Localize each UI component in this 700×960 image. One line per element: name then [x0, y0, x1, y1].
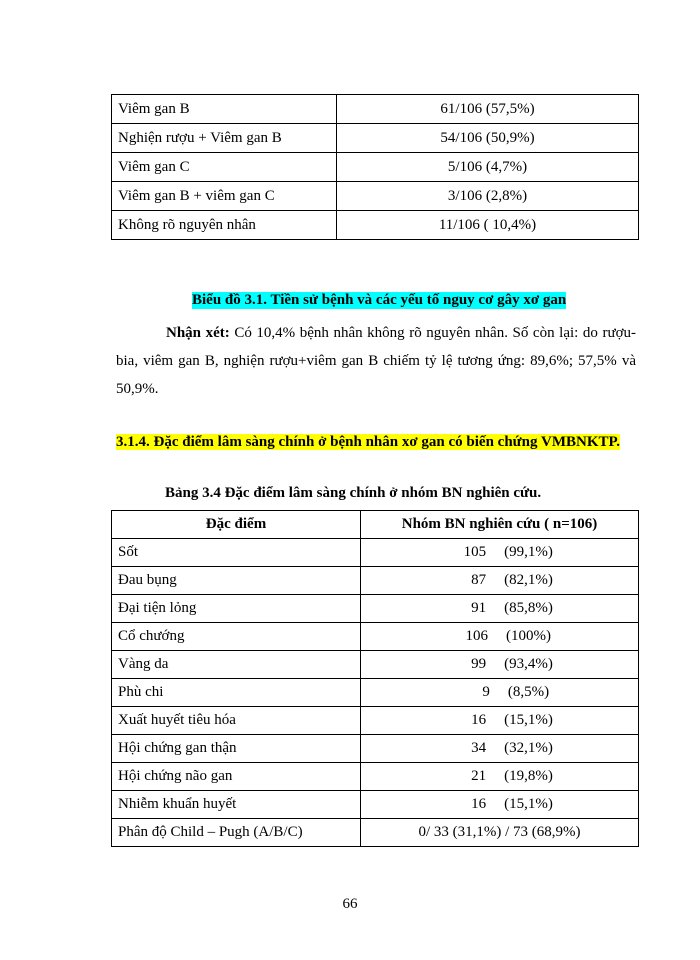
feature-count: 91 [471, 600, 487, 616]
feature-label: Hội chứng não gan [112, 763, 361, 791]
feature-count: 16 [471, 712, 487, 728]
row-value: 61/106 (57,5%) [337, 95, 639, 124]
row-value: 5/106 (4,7%) [337, 153, 639, 182]
feature-percent: (15,1%) [504, 796, 553, 812]
row-label: Không rõ nguyên nhân [112, 211, 337, 240]
feature-count: 106 [465, 628, 488, 644]
header-group: Nhóm BN nghiên cứu ( n=106) [361, 511, 639, 539]
table-row [112, 211, 639, 240]
table-caption: Bảng 3.4 Đặc điểm lâm sàng chính ở nhóm BN nghiên cứu. [165, 485, 542, 501]
table-row [112, 707, 639, 735]
table-row [112, 95, 639, 124]
header-feature: Đặc điểm [112, 511, 361, 539]
chart-caption: Biểu đồ 3.1. Tiền sử bệnh và các yếu tố nguy cơ gây xơ gan [192, 292, 567, 308]
table-header-row [112, 511, 639, 539]
feature-count: 87 [471, 572, 487, 588]
feature-value [361, 679, 639, 707]
feature-percent: (93,4%) [504, 656, 553, 672]
feature-percent: (82,1%) [504, 572, 553, 588]
table-row [112, 124, 639, 153]
table-row [112, 651, 639, 679]
feature-value: 0/ 33 (31,1%) / 73 (68,9%) [361, 819, 639, 847]
feature-percent: (85,8%) [504, 600, 553, 616]
section-heading-text: 3.1.4. Đặc điểm lâm sàng chính ở bệnh nhân xơ gan có biến chứng VMBNKTP. [116, 434, 621, 450]
feature-count: 105 [463, 544, 487, 560]
table-row [112, 791, 639, 819]
remark-label: Nhận xét: [166, 325, 230, 341]
feature-value [361, 791, 639, 819]
feature-value [361, 595, 639, 623]
feature-label: Đại tiện lỏng [112, 595, 361, 623]
row-label: Viêm gan B [112, 95, 337, 124]
feature-value [361, 623, 639, 651]
feature-count: 16 [471, 796, 487, 812]
feature-count: 9 [482, 684, 490, 700]
feature-count: 21 [471, 768, 487, 784]
feature-value [361, 707, 639, 735]
row-value: 3/106 (2,8%) [337, 182, 639, 211]
table-row [112, 763, 639, 791]
table-row [112, 182, 639, 211]
clinical-features-table [111, 510, 639, 847]
feature-percent: (19,8%) [504, 768, 553, 784]
feature-label: Phù chi [112, 679, 361, 707]
section-heading [116, 428, 636, 456]
feature-percent: (32,1%) [504, 740, 553, 756]
feature-percent: (100%) [506, 628, 551, 644]
feature-percent: (99,1%) [504, 544, 553, 560]
table-row [112, 153, 639, 182]
table-row [112, 735, 639, 763]
feature-value [361, 539, 639, 567]
child-pugh-row [112, 819, 639, 847]
table-row [112, 595, 639, 623]
row-value: 54/106 (50,9%) [337, 124, 639, 153]
row-label: Viêm gan B + viêm gan C [112, 182, 337, 211]
table-row [112, 623, 639, 651]
feature-value [361, 735, 639, 763]
feature-label: Sốt [112, 539, 361, 567]
feature-label: Vàng da [112, 651, 361, 679]
feature-label: Phân độ Child – Pugh (A/B/C) [112, 819, 361, 847]
row-label: Nghiện rượu + Viêm gan B [112, 124, 337, 153]
feature-percent: (8,5%) [507, 684, 550, 700]
row-value: 11/106 ( 10,4%) [337, 211, 639, 240]
feature-label: Xuất huyết tiêu hóa [112, 707, 361, 735]
remark-text: Có 10,4% bệnh nhân không rõ nguyên nhân. Số còn lại: do rượu-bia, viêm gan B, nghiện rượu+viêm gan B chiếm tỷ lệ tương ứng: 89,6%; 57,5% và 50,9%. [116, 325, 637, 397]
feature-count: 34 [471, 740, 487, 756]
feature-label: Đau bụng [112, 567, 361, 595]
feature-label: Hội chứng gan thận [112, 735, 361, 763]
row-label: Viêm gan C [112, 153, 337, 182]
table-row [112, 679, 639, 707]
etiology-table [111, 94, 639, 240]
feature-value [361, 651, 639, 679]
feature-label: Cổ chướng [112, 623, 361, 651]
page-number: 66 [342, 896, 358, 912]
table-row [112, 567, 639, 595]
feature-value [361, 763, 639, 791]
feature-count: 99 [471, 656, 487, 672]
table-row [112, 539, 639, 567]
feature-percent: (15,1%) [504, 712, 553, 728]
feature-value [361, 567, 639, 595]
feature-label: Nhiễm khuẩn huyết [112, 791, 361, 819]
remark-paragraph [116, 319, 636, 403]
